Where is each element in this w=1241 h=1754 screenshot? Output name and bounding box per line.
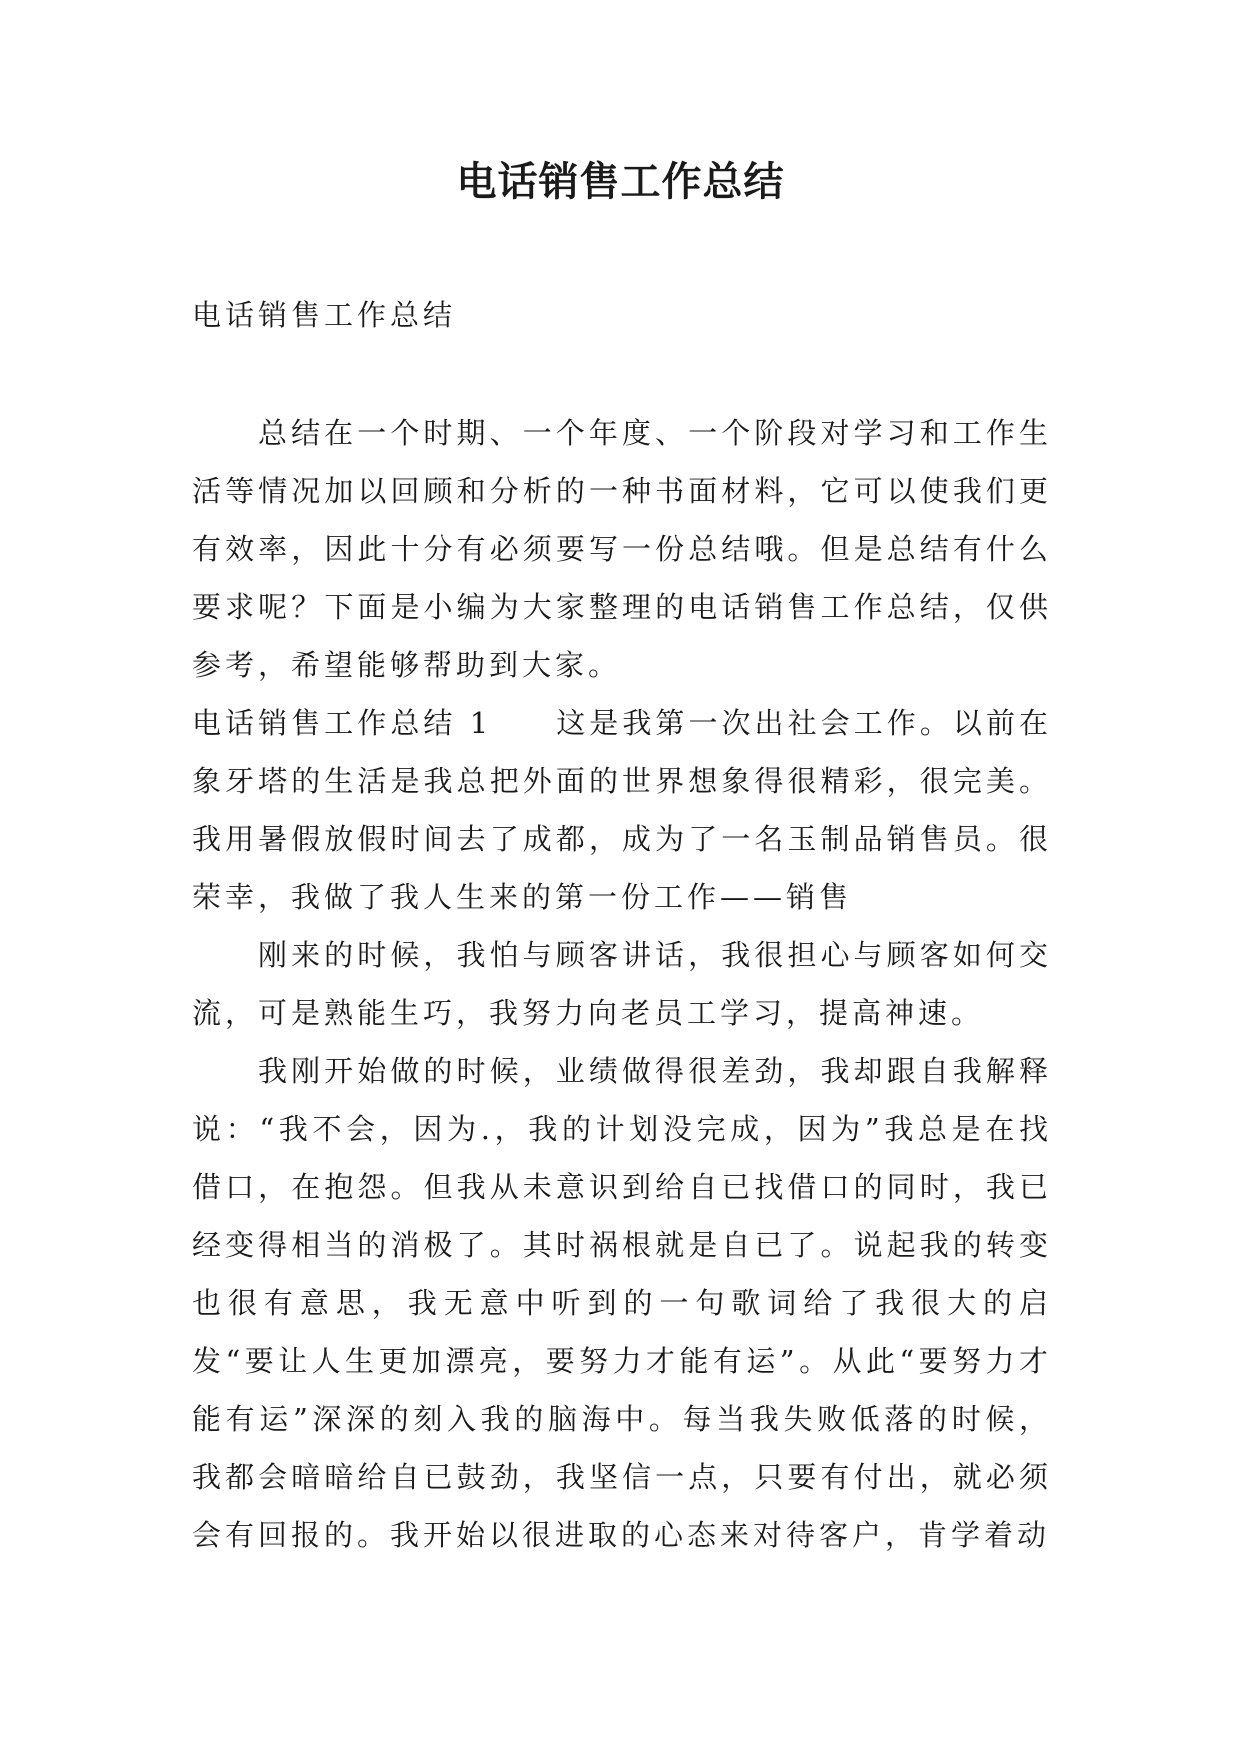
paragraph-2: 刚来的时候，我怕与顾客讲话，我很担心与顾客如何交流，可是熟能生巧，我努力向老员工学习，提高神速。 xyxy=(192,938,1052,1030)
section-1-paragraph xyxy=(192,694,1052,926)
section-1-text: 这是我第一次出社会工作。以前在象牙塔的生活是我总把外面的世界想象得很精彩，很完美。我用暑假放假时间去了成都，成为了一名玉制品销售员。很荣幸，我做了我人生来的第一份工作——销售 xyxy=(192,706,1052,914)
document-subtitle: 电话销售工作总结 xyxy=(192,298,457,332)
document-title: 电话销售工作总结 xyxy=(456,159,785,205)
section-1-heading: 电话销售工作总结 1 xyxy=(192,706,493,740)
paragraph-3: 我刚开始做的时候，业绩做得很差劲，我却跟自我解释说：“我不会，因为.，我的计划没完成，因为”我总是在找借口，在抱怨。但我从未意识到给自已找借口的同时，我已经变得相当的消极了。其时祸根就是自已了。说起我的转变也很有意思，我无意中听到的一句歌词给了我很大的启发“要让人生更加漂亮，要努力才能有运”。从此“要努力才能有运”深深的刻入我的脑海中。每当我失败低落的时候，我都会暗暗给自已鼓劲，我坚信一点，只要有付出，就必须会有回报的。我开始以很进取的心态来对待客户，肯学着动 xyxy=(192,1054,1052,1552)
document-body xyxy=(192,404,1052,1564)
intro-paragraph: 总结在一个时期、一个年度、一个阶段对学习和工作生活等情况加以回顾和分析的一种书面材料，它可以使我们更有效率，因此十分有必须要写一份总结哦。但是总结有什么要求呢？下面是小编为大家整理的电话销售工作总结，仅供参考，希望能够帮助到大家。 xyxy=(192,416,1052,682)
